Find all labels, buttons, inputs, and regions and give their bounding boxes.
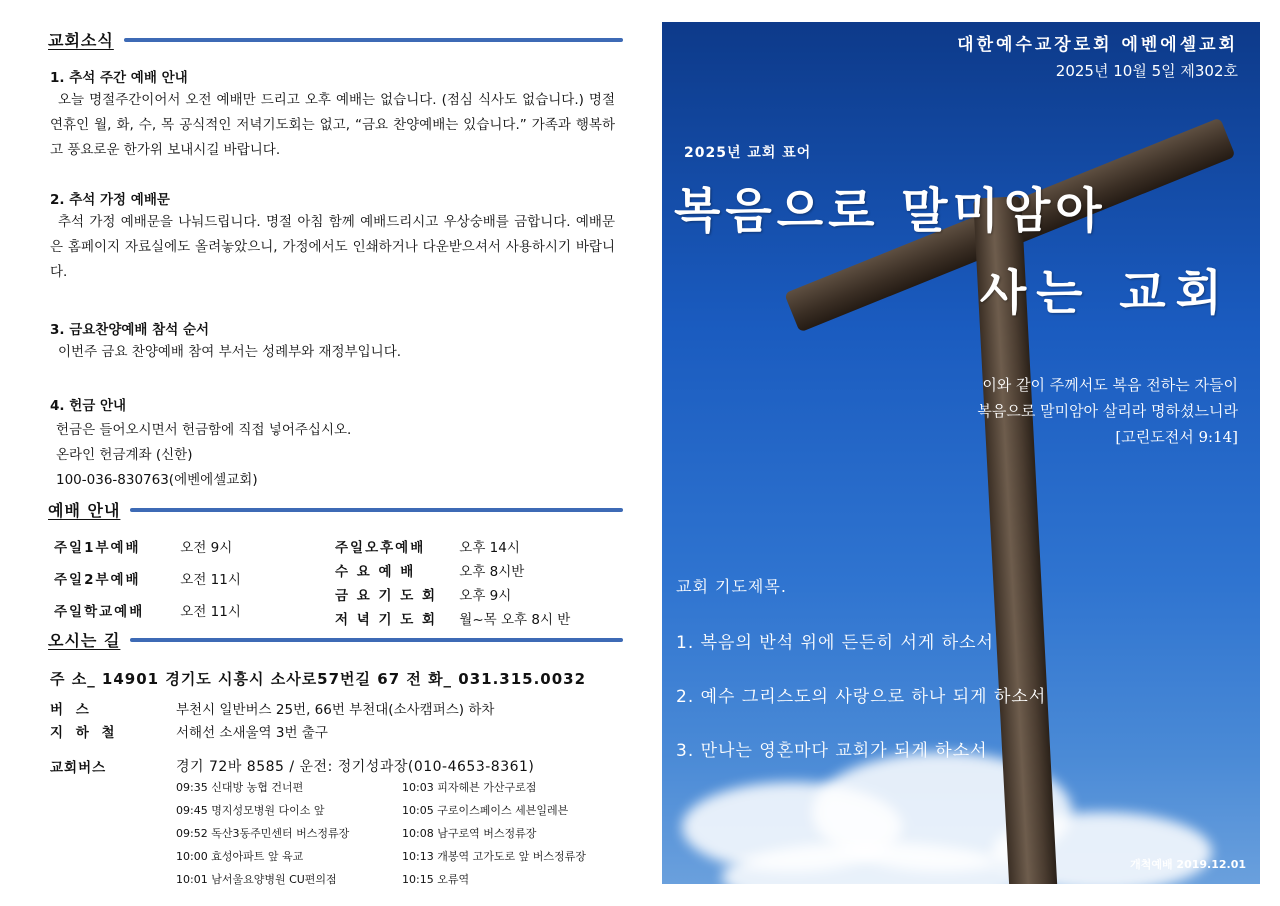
directions-section-header: [48, 628, 623, 651]
motto-line-1: 복음으로 말미암아: [674, 183, 1107, 239]
worship-row: [54, 536, 232, 556]
section-rule: [130, 508, 623, 512]
news-item-1-title: 1. 추석 주간 예배 안내: [50, 70, 188, 86]
issue-date: 2025년 10월 5일 제302호: [1055, 62, 1238, 80]
news-heading: 교회소식: [48, 31, 114, 50]
bus-stop: 10:03 피자헤븐 가산구로점: [402, 781, 537, 794]
bus-stop: 10:13 개봉역 고가도로 앞 버스정류장: [402, 850, 586, 863]
bus-stop: 10:01 남서울요양병원 CU편의점: [176, 873, 337, 886]
worship-time: 오후 9시: [459, 588, 512, 604]
section-rule: [130, 638, 623, 642]
bulletin-cover: [662, 22, 1260, 884]
subway-info: 서해선 소새울역 3번 출구: [176, 725, 328, 741]
worship-row: [335, 608, 570, 628]
news-item-2-title: 2. 추석 가정 예배문: [50, 192, 170, 208]
scripture-verse: [977, 372, 1238, 450]
church-name: 대한예수교장로회 에벤에셀교회: [957, 35, 1238, 55]
worship-label: 수 요 예 배: [335, 564, 416, 580]
worship-time: 오전 11시: [180, 604, 241, 620]
news-item-3-text: 이번주 금요 찬양예배 참여 부서는 성례부와 재정부입니다.: [58, 344, 402, 360]
prayer-title: 교회 기도제목.: [676, 577, 787, 596]
bus-stop: 09:35 신대방 농협 건너편: [176, 781, 304, 794]
worship-time: 오후 14시: [459, 540, 520, 556]
bus-stop: 09:45 명지성모병원 다이소 앞: [176, 804, 325, 817]
worship-row: [335, 584, 511, 604]
bus-stop: 10:00 효성아파트 앞 육교: [176, 850, 304, 863]
offering-line-2: 온라인 헌금계좌 (신한): [56, 447, 193, 463]
prayer-item: 2. 예수 그리스도의 사랑으로 하나 되게 하소서: [676, 687, 1047, 707]
bus-stop: 10:05 구로이스페이스 세븐일레븐: [402, 804, 569, 817]
worship-label: 주일2부예배: [54, 572, 141, 588]
worship-heading: 예배 안내: [48, 501, 121, 520]
news-item-3-title: 3. 금요찬양예배 참석 순서: [50, 322, 210, 338]
worship-section-header: [48, 498, 623, 521]
news-item-1-text: 오늘 명절주간이어서 오전 예배만 드리고 오후 예배는 없습니다. (점심 식사도 없습니다.) 명절 연휴인 월, 화, 수, 목 공식적인 저녁기도회는 없고, “금요 찬양예배는 있습니다.” 가족과 행복하고 풍요로운 한가위 보내시길 바랍니다.: [50, 92, 615, 158]
worship-label: 주일학교예배: [54, 604, 145, 620]
worship-time: 월~목 오후 8시 반: [459, 612, 571, 628]
church-bus-info: 경기 72바 8585 / 운전: 정기성과장(010-4653-8361): [176, 759, 535, 775]
prayer-item: 3. 만나는 영혼마다 교회가 되게 하소서: [676, 741, 988, 761]
bus-info: 부천시 일반버스 25번, 66번 부천대(소사캠퍼스) 하차: [176, 702, 495, 718]
bus-label: 버 스: [50, 702, 93, 718]
worship-time: 오전 9시: [180, 540, 233, 556]
worship-row: [335, 560, 524, 580]
bus-stop: 10:15 오류역: [402, 873, 470, 886]
news-section-header: [48, 28, 623, 51]
directions-heading: 오시는 길: [48, 631, 121, 650]
verse-line: 복음으로 말미암아 살리라 명하셨느니라: [977, 402, 1238, 420]
worship-time: 오전 11시: [180, 572, 241, 588]
news-item-4-title: 4. 헌금 안내: [50, 398, 127, 414]
subway-label: 지 하 철: [50, 725, 119, 741]
worship-label: 주일1부예배: [54, 540, 141, 556]
worship-label: 금 요 기 도 회: [335, 588, 438, 604]
offering-account: 100-036-830763(에벤에셀교회): [56, 472, 258, 488]
motto-line-2: 사는 교회: [979, 265, 1232, 321]
news-item-2-text: 추석 가정 예배문을 나눠드립니다. 명절 아침 함께 예배드리시고 우상숭배를 금합니다. 예배문은 홈페이지 자료실에도 올려놓았으니, 가정에서도 인쇄하거나 다운받으셔서 사용하시기 바랍니다.: [50, 214, 615, 280]
church-address: 주 소_ 14901 경기도 시흥시 소사로57번길 67 전 화_ 031.315.0032: [50, 670, 587, 688]
bus-stop: 10:08 남구로역 버스정류장: [402, 827, 537, 840]
church-bus-label: 교회버스: [50, 760, 107, 776]
motto-label: 2025년 교회 표어: [684, 145, 812, 161]
prayer-item: 1. 복음의 반석 위에 든든히 서게 하소서: [676, 633, 994, 653]
worship-row: [54, 600, 241, 620]
worship-time: 오후 8시반: [459, 564, 525, 580]
verse-reference: [고린도전서 9:14]: [1115, 428, 1238, 446]
offering-line-1: 헌금은 들어오시면서 헌금함에 직접 넣어주십시오.: [56, 422, 352, 438]
worship-label: 저 녁 기 도 회: [335, 612, 438, 628]
section-rule: [124, 38, 623, 42]
worship-row: [54, 568, 241, 588]
bus-stop: 09:52 독산3동주민센터 버스정류장: [176, 827, 350, 840]
worship-label: 주일오후예배: [335, 540, 426, 556]
worship-row: [335, 536, 520, 556]
founding-date: 개척예배 2019.12.01: [1130, 858, 1246, 871]
verse-line: 이와 같이 주께서도 복음 전하는 자들이: [982, 376, 1238, 394]
